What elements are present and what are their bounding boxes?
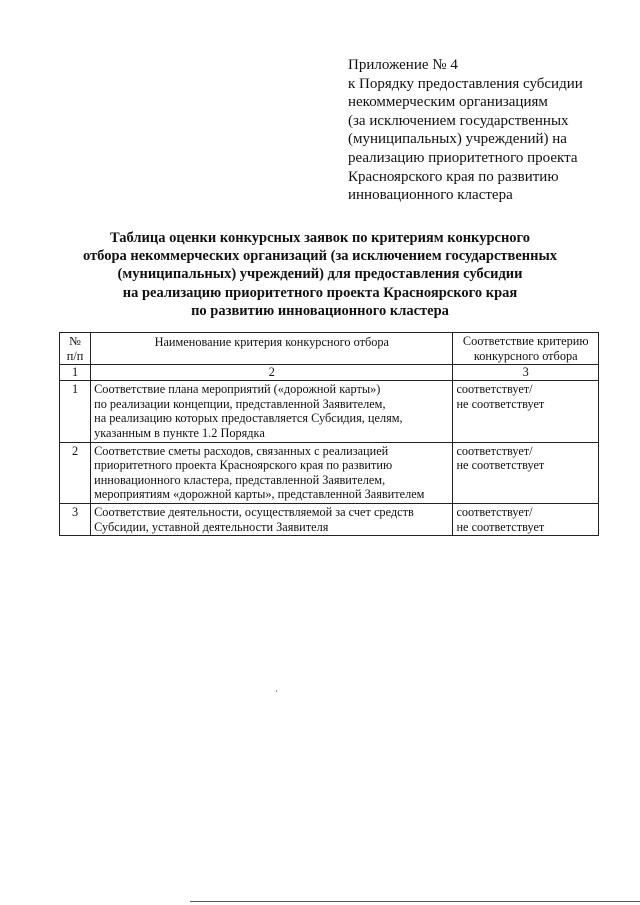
criterion-cell <box>91 381 453 442</box>
appendix-line: Приложение № 4 <box>348 57 458 73</box>
header-num-line: № <box>69 334 81 348</box>
column-number: 3 <box>453 365 599 381</box>
header-name: Наименование критерия конкурсного отбора <box>91 333 453 365</box>
criterion-line: приоритетного проекта Красноярского края по развитию <box>94 458 393 473</box>
header-num-line: п/п <box>66 348 84 363</box>
criterion-line: инновационного кластера, представленной Заявителем, <box>94 472 386 487</box>
title-line: Таблица оценки конкурсных заявок по критериям конкурсного <box>109 230 531 246</box>
document-title <box>0 229 640 320</box>
header-conformity-line: Соответствие критерию <box>462 334 589 348</box>
appendix-line: к Порядку предоставления субсидии <box>348 75 583 92</box>
criterion-line: мероприятиям «дорожной карты», представленной Заявителем <box>94 487 425 502</box>
conformity-cell <box>453 503 599 535</box>
appendix-line: инновационного кластера <box>348 187 513 204</box>
criterion-line: Соответствие сметы расходов, связанных с реализацией <box>94 443 389 458</box>
header-conformity <box>453 333 599 365</box>
appendix-header <box>348 56 618 205</box>
row-number: 3 <box>60 503 91 535</box>
page-bottom-rule <box>190 901 640 902</box>
appendix-line: (за исключением государственных <box>348 112 569 129</box>
appendix-line: реализацию приоритетного проекта <box>348 149 578 166</box>
criterion-line: Соответствие деятельности, осуществляемой за счет средств <box>94 504 414 519</box>
table-header-row <box>60 333 599 365</box>
conformity-line: не соответствует <box>456 396 545 411</box>
appendix-line: (муниципальных) учреждений) на <box>348 131 567 148</box>
table-row <box>60 503 599 535</box>
row-number: 1 <box>60 381 91 442</box>
conformity-cell <box>453 381 599 442</box>
column-number: 1 <box>60 365 91 381</box>
criterion-cell <box>91 503 453 535</box>
title-line: (муниципальных) учреждений) для предоставления субсидии <box>117 266 523 283</box>
title-line: на реализацию приоритетного проекта Красноярского края <box>122 284 518 301</box>
criteria-table <box>59 332 599 536</box>
row-number: 2 <box>60 442 91 503</box>
conformity-line: соответствует/ <box>456 443 533 458</box>
appendix-line: Красноярского края по развитию <box>348 168 559 185</box>
title-line: по развитию инновационного кластера <box>191 302 449 319</box>
criterion-line: указанным в пункте 1.2 Порядка <box>94 425 265 440</box>
column-number-row <box>60 365 599 381</box>
conformity-cell <box>453 442 599 503</box>
table-row <box>60 381 599 442</box>
criterion-line: Соответствие плана мероприятий («дорожной карты») <box>94 382 381 397</box>
criterion-line: на реализацию которых предоставляется Субсидия, целям, <box>94 411 403 426</box>
criterion-line: по реализации концепции, представленной Заявителем, <box>94 396 386 411</box>
conformity-line: не соответствует <box>456 519 545 534</box>
criterion-cell <box>91 442 453 503</box>
criterion-line: Субсидии, уставной деятельности Заявителя <box>94 519 329 534</box>
conformity-line: соответствует/ <box>456 382 533 397</box>
header-conformity-line: конкурсного отбора <box>473 348 578 363</box>
header-num <box>60 333 91 365</box>
scan-speck <box>276 690 277 692</box>
conformity-line: не соответствует <box>456 458 545 473</box>
table-row <box>60 442 599 503</box>
conformity-line: соответствует/ <box>456 504 533 519</box>
column-number: 2 <box>91 365 453 381</box>
title-line: отбора некоммерческих организаций (за исключением государственных <box>82 248 558 265</box>
appendix-line: некоммерческим организациям <box>348 94 548 111</box>
